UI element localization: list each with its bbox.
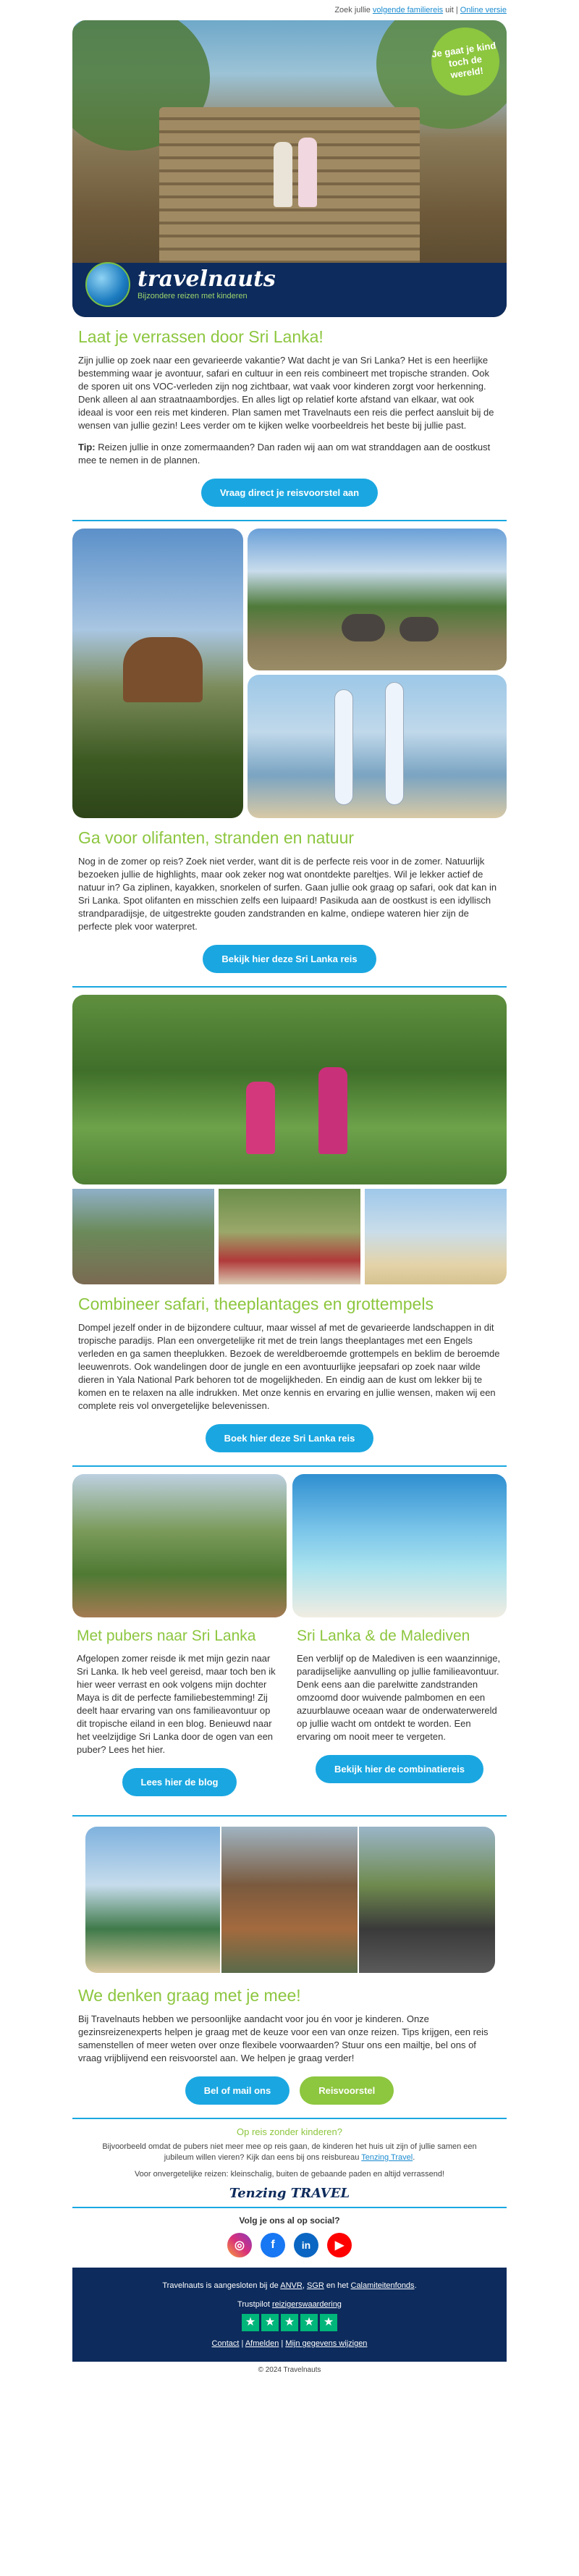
linkedin-icon[interactable]: in bbox=[294, 2233, 318, 2257]
divider bbox=[72, 2207, 507, 2208]
photo-strip bbox=[72, 1824, 507, 1976]
footer-links: Contact | Afmelden | Mijn gegevens wijzigen bbox=[211, 2339, 368, 2348]
divider bbox=[72, 520, 507, 521]
request-proposal-button[interactable]: Vraag direct je reisvoorstel aan bbox=[201, 479, 378, 507]
section5-title: We denken graag met je mee! bbox=[78, 1986, 301, 2005]
top-bar bbox=[72, 0, 507, 17]
no-kids-line2: Voor onvergetelijke reizen: kleinschalig, buiten de gebaande paden en altijd verrassend! bbox=[134, 2170, 445, 2179]
instagram-icon[interactable]: ◎ bbox=[227, 2233, 252, 2257]
view-trip-button[interactable]: Bekijk hier deze Sri Lanka reis bbox=[203, 945, 376, 973]
tip-label: Tip: bbox=[78, 442, 96, 453]
footer-affiliations: Travelnauts is aangesloten bij de ANVR, SGR en het Calamiteitenfonds. bbox=[162, 2281, 417, 2290]
social-section bbox=[72, 2215, 507, 2257]
photo-tea-picking[interactable] bbox=[72, 1474, 287, 1617]
tip-text: Reizen jullie in onze zomermaanden? Dan raden wij aan om wat stranddagen aan de oostkust mee te nemen in de plannen. bbox=[78, 442, 491, 466]
online-version-link[interactable]: Online versie bbox=[460, 6, 507, 14]
logo-name: travelnauts bbox=[138, 266, 276, 292]
contact-link[interactable]: Contact bbox=[211, 2339, 240, 2348]
youtube-icon[interactable]: ▶ bbox=[327, 2233, 352, 2257]
email-container bbox=[72, 0, 507, 2380]
divider bbox=[72, 1815, 507, 1817]
photo-tea-plantation[interactable] bbox=[72, 995, 507, 1184]
copyright: © 2024 Travelnauts bbox=[258, 2366, 321, 2374]
intro-title: Laat je verrassen door Sri Lanka! bbox=[78, 327, 324, 346]
travelnauts-logo[interactable] bbox=[85, 262, 276, 307]
intro-tip bbox=[78, 441, 501, 467]
two-column-section bbox=[72, 1474, 507, 1809]
trustpilot-label: Trustpilot bbox=[237, 2300, 270, 2309]
logo-tagline: Bijzondere reizen met kinderen bbox=[138, 292, 248, 300]
column-maldives bbox=[292, 1474, 507, 1809]
section2-title: Ga voor olifanten, stranden en natuur bbox=[78, 828, 355, 847]
facebook-icon[interactable]: f bbox=[261, 2233, 285, 2257]
trustpilot-link[interactable]: reizigerswaardering bbox=[271, 2300, 342, 2309]
photo-surfers[interactable] bbox=[248, 675, 507, 818]
trustpilot-stars[interactable] bbox=[242, 2314, 337, 2331]
section5-body: Bij Travelnauts hebben we persoonlijke aandacht voor jou én voor je kinderen. Onze gezinsreizenexperts helpen je graag met de keuze voor een van onze reizen. Tips krijgen, een reis samenstellen of meer weten over onze flexibele voorwaarden? Stuur ons een mailtje, bel ons of vraag vrijblijvend een reisvoorstel aan. We helpen je graag verder! bbox=[78, 2013, 489, 2063]
star-icon: ★ bbox=[261, 2314, 279, 2331]
edit-details-link[interactable]: Mijn gegevens wijzigen bbox=[285, 2339, 368, 2348]
photo-train-track[interactable] bbox=[72, 1189, 214, 1284]
divider bbox=[72, 986, 507, 988]
book-trip-button[interactable]: Boek hier deze Sri Lanka reis bbox=[206, 1424, 374, 1452]
intro-body: Zijn jullie op zoek naar een gevarieerde vakantie? Wat dacht je van Sri Lanka? Het is een heerlijke bestemming waar je avontuur, safari en cultuur in een reis combineert met tropische stranden. Ook de sporen uit ons VOC-verleden zijn nog zichtbaar, wat vaak voor kinderen zorgt voor herkenning. Denk alleen al aan straatnaambordjes. En alles ligt op relatief korte afstand van elkaar, wat ook ideaal is voor een reis met kinderen. Plan samen met Travelnauts een reis die perfect aansluit bij de wensen van jullie gezin! Lees verder om te kijken welke voorbeeldreis het beste bij jullie past. bbox=[78, 355, 494, 431]
no-kids-section bbox=[72, 2126, 507, 2201]
star-icon: ★ bbox=[242, 2314, 259, 2331]
photo-sigiriya-rock[interactable] bbox=[72, 529, 243, 818]
no-kids-title: Op reis zonder kinderen? bbox=[237, 2126, 342, 2137]
no-kids-line1: Bijvoorbeeld omdat de pubers niet meer mee op reis gaan, de kinderen het huis uit zijn of jullie samen een jubileum willen vieren? Kijk dan eens bij ons reisbureau Tenzing Travel. bbox=[102, 2142, 477, 2162]
trustpilot-line bbox=[80, 2298, 499, 2311]
star-icon: ★ bbox=[320, 2314, 337, 2331]
star-icon: ★ bbox=[300, 2314, 318, 2331]
combination-trip-button[interactable]: Bekijk hier de combinatiereis bbox=[316, 1755, 483, 1783]
photo-train-window[interactable] bbox=[221, 1827, 358, 1973]
travel-proposal-button[interactable]: Reisvoorstel bbox=[300, 2076, 394, 2105]
photo-beach-palms[interactable] bbox=[365, 1189, 507, 1284]
sgr-link[interactable]: SGR bbox=[306, 2281, 324, 2290]
photo-palm-swing[interactable] bbox=[85, 1827, 220, 1973]
photo-grid-1 bbox=[72, 529, 507, 818]
photo-elephants-river[interactable] bbox=[248, 529, 507, 670]
photo-grid-2 bbox=[72, 995, 507, 1284]
anvr-link[interactable]: ANVR bbox=[280, 2281, 303, 2290]
teens-title: Met pubers naar Sri Lanka bbox=[77, 1628, 256, 1644]
call-mail-button[interactable]: Bel of mail ons bbox=[185, 2076, 290, 2105]
teens-body: Afgelopen zomer reisde ik met mijn gezin naar Sri Lanka. Ik heb veel gereisd, maar toch ben ik hier weer verrast en ook volgens mijn dochter Maya is dit de perfecte familiebestemming! Zij deelt haar ervaring van ons familieavontuur op dit tropische eiland in een blog. Benieuwd naar het veelzijdige Sri Lanka door de ogen van een puber? Lees het hier. bbox=[77, 1653, 276, 1755]
hero-image[interactable] bbox=[72, 20, 507, 317]
footer bbox=[72, 2268, 507, 2362]
divider bbox=[72, 2118, 507, 2119]
read-blog-button[interactable]: Lees hier de blog bbox=[122, 1768, 237, 1796]
footer-prefix: Travelnauts is aangesloten bij de bbox=[162, 2281, 279, 2290]
topbar-middle: uit | bbox=[445, 6, 458, 14]
hero-girl-2 bbox=[298, 138, 317, 207]
maldives-title: Sri Lanka & de Malediven bbox=[297, 1628, 470, 1644]
section3-body: Dompel jezelf onder in de bijzondere cultuur, maar wissel af met de gevarieerde landschappen in dit tropische paradijs. Plan een onvergetelijke rit met de trein langs theeplantages met een Engels verleden en ga samen theeplukken. Bezoek de wereldberoemde grottempels en beklim de beroemde leeuwenrots. Ook wandelingen door de jungle en een avontuurlijke jeepsafari op zoek naar wilde dieren in Yala National Park behoren tot de mogelijkheden. En eindig aan de kust om lekker bij te komen en te relaxen na alle indrukken. Met onze kennis en ervaring en jullie wensen, maken wij een complete reis vol onvergetelijke belevenissen. bbox=[78, 1322, 500, 1411]
column-teens bbox=[72, 1474, 287, 1809]
social-title: Volg je ons al op social? bbox=[239, 2215, 340, 2226]
tenzing-logo-text: Tenzing TRAVEL bbox=[229, 2186, 350, 2201]
photo-jeep-safari[interactable] bbox=[359, 1827, 495, 1973]
globe-icon bbox=[85, 262, 130, 307]
next-trip-link[interactable]: volgende familiereis bbox=[372, 6, 444, 14]
unsubscribe-link[interactable]: Afmelden bbox=[245, 2339, 279, 2348]
no-kids-text: Bijvoorbeeld omdat de pubers niet meer mee op reis gaan, de kinderen het huis uit zijn of jullie samen een jubileum willen vieren? Kijk dan eens bij ons reisbureau bbox=[102, 2142, 477, 2162]
photo-family-group[interactable] bbox=[219, 1189, 360, 1284]
divider bbox=[72, 1465, 507, 1467]
section2-body: Nog in de zomer op reis? Zoek niet verder, want dit is de perfecte reis voor in de zomer. Natuurlijk bezoeken jullie de highlights, maar ook zeker nog wat onontdekte pareltjes. Wil je lekker actief de natuur in? Ga ziplinen, kayakken, snorkelen of surfen. Gaan jullie ook graag op safari, ook dat kan in Sri Lanka. Spot olifanten en misschien zelfs een luipaard! Pasikuda aan de oostkust is een idyllisch strandparadijsje, de uitgestrekte gouden zandstranden en kalme, ondiepe wateren hier zijn de perfecte plek voor waterpret. bbox=[78, 856, 497, 932]
footer-mid: en het bbox=[326, 2281, 349, 2290]
topbar-prefix: Zoek jullie bbox=[334, 6, 371, 14]
section3-title: Combineer safari, theeplantages en grottempels bbox=[78, 1295, 434, 1313]
tenzing-logo[interactable] bbox=[72, 2186, 507, 2201]
tenzing-link[interactable]: Tenzing Travel bbox=[361, 2153, 413, 2162]
fund-link[interactable]: Calamiteitenfonds bbox=[350, 2281, 415, 2290]
star-icon: ★ bbox=[281, 2314, 298, 2331]
hero-girl-1 bbox=[274, 142, 292, 207]
slogan-badge: Je gaat je kind toch de wereld! bbox=[427, 23, 504, 100]
maldives-body: Een verblijf op de Malediven is een waanzinnige, paradijselijke aanvulling op jullie familieavontuur. Denk eens aan die parelwitte zandstranden omzoomd door wuivende palmbomen en een azuurblauwe oceaan waar de onderwaterwereld op jullie wacht om ontdekt te worden. Een ervaring om nooit meer te vergeten. bbox=[297, 1653, 501, 1742]
photo-maldives-beach[interactable] bbox=[292, 1474, 507, 1617]
